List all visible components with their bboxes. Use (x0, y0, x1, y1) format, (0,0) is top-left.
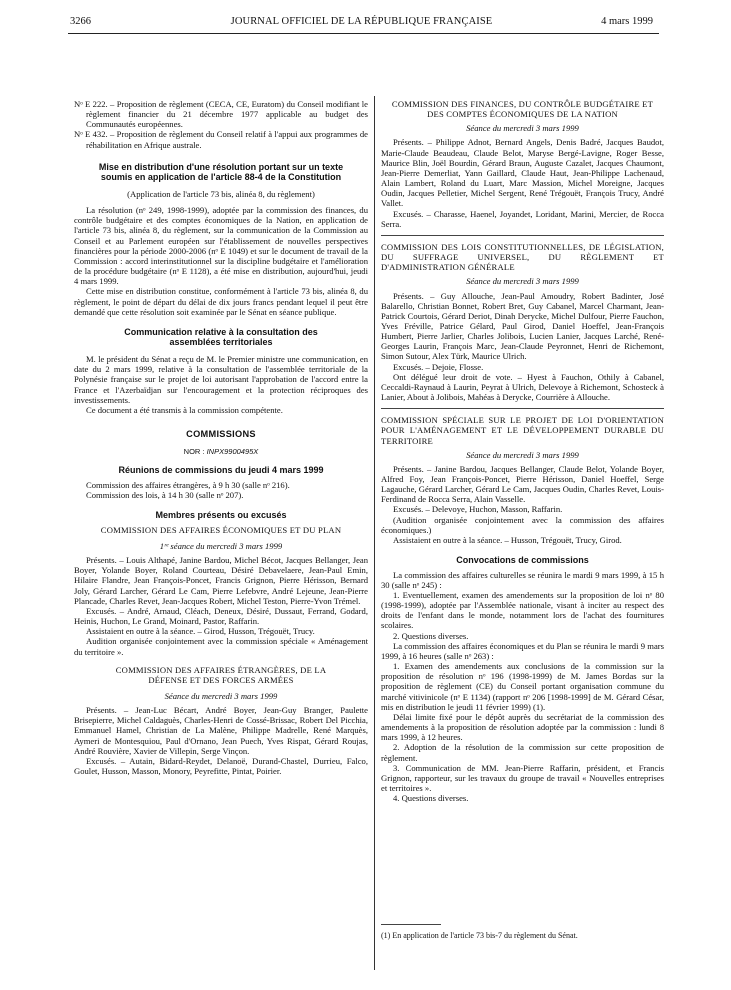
communication-title: Communication relative à la consultation des assemblées territoriales (124, 326, 318, 348)
nor-reference (74, 447, 368, 457)
lois-commission-title: COMMISSION DES LOIS CONSTITUTIONNELLES, DE LÉGISLATION, DU SUFFRAGE UNIVERSEL, DU RÈGLEMENT ET D'ADMINISTRATION GÉNÉRALE (381, 241, 664, 273)
page-number: 3266 (70, 16, 91, 27)
header-rule (68, 33, 659, 34)
etr-commission-title: COMMISSION DES AFFAIRES ÉTRANGÈRES, DE LA DÉFENSE ET DES FORCES ARMÉES (115, 664, 327, 685)
lois-excuses: Excusés. – Dejoie, Flosse. (393, 361, 484, 372)
eco-conv-item-4: 4. Questions diverses. (393, 793, 469, 804)
left-column (74, 99, 368, 776)
cult-intro: La commission des affaires culturelles se réunira le mardi 9 mars 1999, à 15 h 30 (salle nᵒ 245) : (381, 569, 664, 590)
lois-seance: Séance du mercredi 3 mars 1999 (466, 276, 579, 287)
eco-conv-item-1: 1. Examen des amendements aux conclusions de la commission sur la proposition de résolution nᵒ 196 (1998-1999) de M. James Bordas sur la proposition de règlement (CE) du Conseil portant organisation commune du marché vitivinicole (nᵒ E 1134) (rapport nᵒ 206 [1998-1999] de M. Gérard César, mis en distribution le jeudi 11 février 1999) (1). (381, 661, 664, 712)
item-e432: Nᵒ E 432. – Proposition de règlement du Conseil relatif à l'appui aux programmes de réhabilitation en Afrique australe. (74, 129, 368, 150)
footnote-rule (381, 924, 441, 925)
communication-p1: M. le président du Sénat a reçu de M. le Premier ministre une communication, en date du 2 mars 1999, relative à la consultation de l'assemblée territoriale de la Polynésie française sur le projet de loi autorisant l'approbation de l'accord entre la France et l'Azerbaïdjan sur l'encouragement et la protection réciproques des investissements. (74, 354, 368, 405)
mise-distribution-title: Mise en distribution d'une résolution portant sur un texte soumis en application de l'article 88-4 de la Constitution (98, 161, 344, 183)
eco-audition: Audition organisée conjointement avec la commission spéciale « Aménagement du territoire ». (74, 636, 368, 657)
eco-conv-item-2: 2. Adoption de la résolution de la commission sur cette proposition de règlement. (381, 742, 664, 763)
mise-distribution-p1: La résolution (nᵒ 249, 1998-1999), adoptée par la commission des finances, du contrôle budgétaire et des comptes économiques de la Nation, en application de l'article 73 bis, alinéa 8, du règlement, sur la communication de la Commission au Conseil et au Parlement européen sur l'établissement de nouvelles perspectives financières pour la période 2000-2006 (nᵒ E 1049) et sur le document de travail de la Commission : accord interinstitutionnel sur la discipline budgétaire et l'amélioration de la procédure budgétaire (nᵒ E 1128), a été mise en distribution, aujourd'hui, jeudi 4 mars 1999. (74, 205, 368, 287)
footnote: (1) En application de l'article 73 bis-7 du règlement du Sénat. (381, 931, 578, 940)
cult-item-2: 2. Questions diverses. (393, 630, 469, 641)
cult-item-1: 1. Eventuellement, examen des amendements sur la proposition de loi nᵒ 80 (1998-1999), adoptée par l'Assemblée nationale, visant à inciter au respect des droits de l'enfant dans le monde, notamment lors de l'achat des fournitures scolaires. (381, 590, 664, 631)
commissions-heading: COMMISSIONS (186, 428, 256, 439)
eco-conv-delai: Délai limite fixé pour le dépôt auprès du secrétariat de la commission des amendements à la proposition de résolution adoptée par la commission : lundi 8 mars 1999, à 12 heures. (381, 711, 664, 743)
column-divider (374, 96, 375, 970)
mise-distribution-ref: (Application de l'article 73 bis, alinéa 8, du règlement) (127, 188, 315, 199)
etr-excuses: Excusés. – Autain, Bidard-Reydet, Delanoë, Durand-Chastel, Durrieu, Falco, Goulet, Husson, Masson, Monory, Peyrefitte, Pintat, Poirier. (74, 755, 368, 777)
spec-commission-title: COMMISSION SPÉCIALE SUR LE PROJET DE LOI D'ORIENTATION POUR L'AMÉNAGEMENT ET LE DÉVELOPPEMENT DURABLE DU TERRITOIRE (381, 415, 664, 446)
etr-presents: Présents. – Jean-Luc Bécart, André Boyer, Jean-Guy Branger, Paulette Brisepierre, Michel Caldaguès, Charles-Henri de Cossé-Brissac, Robert Del Picchia, Emmanuel Hamel, Christian de La Malène, Philippe Madrelle, René Marquès, Aymeri de Montesquiou, Paul d'Ornano, Jean Puech, Yves Rispat, Gérard Roujas, André Rouvière, Xavier de Villepin, Serge Vinçon. (74, 705, 368, 756)
eco-presents: Présents. – Louis Althapé, Janine Bardou, Michel Bécot, Jacques Bellanger, Jean Boyer, Yolande Boyer, Roland Courteau, Désiré Debavelaere, Jean-Paul Emin, Hilaire Flandre, Jean François-Poncet, Francis Grignon, Pierre Hérisson, Bernard Joly, Gérard Larcher, Gérard Le Cam, Pierre Lefebvre, André Lejeune, Jean-Pierre Plancade, Charles Revet, Jean-Jacques Robert, Michel Teston, Pierre-Yvon Trémel. (74, 555, 368, 606)
issue-date: 4 mars 1999 (601, 16, 653, 27)
item-e222: Nᵒ E 222. – Proposition de règlement (CECA, CE, Euratom) du Conseil modifiant le règlement financier du 21 décembre 1977 applicable au budget des Communautés européennes. (74, 99, 368, 130)
nor-code: INPX9900495X (206, 447, 259, 457)
etr-seance: Séance du mercredi 3 mars 1999 (164, 690, 278, 701)
eco-assistant: Assistaient en outre à la séance. – Girod, Husson, Trégouët, Trucy. (86, 626, 315, 637)
eco-seance: 1ʳᵉ séance du mercredi 3 mars 1999 (159, 540, 283, 551)
spec-seance: Séance du mercredi 3 mars 1999 (466, 449, 579, 460)
lois-presents: Présents. – Guy Allouche, Jean-Paul Amoudry, Robert Badinter, José Balarello, Christian Bonnet, Robert Bret, Guy Cabanel, Marcel Charmant, Jean-Patrick Courtois, Gérard Deriot, Dinah Derycke, Michel Dulfour, Pierre Fauchon, Yves Fréville, Patrice Gélard, Paul Girod, Daniel Hoeffel, Jean-François Humbert, Pierre Jarlier, Charles Jolibois, Lucien Lanier, Jacques Larché, René-Georges Laurin, François Marc, Jean-Claude Peyronnet, Henri de Richemont, Simon Sutour, Alex Türk, Maurice Ulrich. (381, 290, 664, 362)
mise-distribution-p2: Cette mise en distribution constitue, conformément à l'article 73 bis, alinéa 8, du règlement, le point de départ du délai de dix jours francs pendant lequel il peut être demandé que cette résolution soit examinée par le Sénat en séance publique. (74, 286, 368, 317)
reunions-title: Réunions de commissions du jeudi 4 mars 1999 (118, 465, 324, 476)
fin-commission-title: COMMISSION DES FINANCES, DU CONTRÔLE BUDGÉTAIRE ET DES COMPTES ÉCONOMIQUES DE LA NATION (391, 99, 654, 120)
spec-assistant: Assistaient en outre à la séance. – Husson, Trégouët, Trucy, Girod. (393, 534, 622, 545)
eco-commission-title: COMMISSION DES AFFAIRES ÉCONOMIQUES ET DU PLAN (100, 524, 342, 535)
spec-audition: (Audition organisée conjointement avec la commission des affaires économiques.) (381, 514, 664, 535)
reunion-affaires-etrangeres: Commission des affaires étrangères, à 9 h 30 (salle nᵒ 216). (86, 479, 290, 490)
spec-excuses: Excusés. – Delevoye, Huchon, Masson, Raffarin. (393, 504, 563, 515)
communication-p2: Ce document a été transmis à la commission compétente. (86, 404, 283, 415)
eco-conv-item-3: 3. Communication de MM. Jean-Pierre Raffarin, président, et Francis Grignon, rapporteur, sur les travaux du groupe de travail « Nouvelles entreprises et territoires ». (381, 762, 664, 793)
nor-label: NOR : (183, 447, 207, 457)
fin-excuses: Excusés. – Charasse, Haenel, Joyandet, Loridant, Marini, Mercier, de Rocca Serra. (381, 208, 664, 229)
spec-presents: Présents. – Janine Bardou, Jacques Bellanger, Claude Belot, Yolande Boyer, Alfred Foy, Jean François-Poncet, Pierre Hérisson, Daniel Hoeffel, Serge Lagauche, Gérard Larcher, Gérard Le Cam, Jacques Oudin, Charles Revet, Louis-Ferdinand de Rocca Serra, Alain Vasselle. (381, 463, 664, 505)
right-column (381, 99, 664, 803)
eco-excuses: Excusés. – André, Arnaud, Cléach, Deneux, Désiré, Dussaut, Ferrand, Godard, Heinis, Huchon, Le Grand, Moinard, Pastor, Raffarin. (74, 605, 368, 627)
eco-conv-intro: La commission des affaires économiques et du Plan se réunira le mardi 9 mars 1999, à 16 heures (salle nᵒ 263) : (381, 640, 664, 661)
convocations-title: Convocations de commissions (456, 555, 589, 566)
journal-title: JOURNAL OFFICIEL DE LA RÉPUBLIQUE FRANÇAISE (230, 16, 493, 27)
reunion-lois: Commission des lois, à 14 h 30 (salle nᵒ 207). (86, 490, 244, 501)
membres-title: Membres présents ou excusés (155, 510, 287, 521)
page-header (70, 16, 653, 32)
lois-delegue: Ont délégué leur droit de vote. – Hyest à Fauchon, Othily à Cabanel, Ceccaldi-Raynaud à Laurin, Peyrat à Ulrich, Delevoye à Richemont, Schosteck à Lanier, About à Jolibois, Mahéas à Derycke, Courrière à Allouche. (381, 371, 664, 403)
fin-presents: Présents. – Philippe Adnot, Bernard Angels, Denis Badré, Jacques Baudot, Marie-Claude Beaudeau, Claude Belot, Maryse Bergé-Lavigne, Roger Besse, Maurice Blin, Joël Bourdin, Gérard Braun, Auguste Cazalet, Jacques Chaumont, Jean-Pierre Demerliat, Yann Gaillard, Claude Haut, Jean-Philippe Lachenaud, Alain Lambert, Roland du Luart, Marc Massion, Michel Moreigne, Jacques Oudin, Jacques Pelletier, Michel Sergent, René Trégouët, François Trucy, André Vallet. (381, 137, 664, 209)
fin-seance: Séance du mercredi 3 mars 1999 (466, 123, 579, 134)
